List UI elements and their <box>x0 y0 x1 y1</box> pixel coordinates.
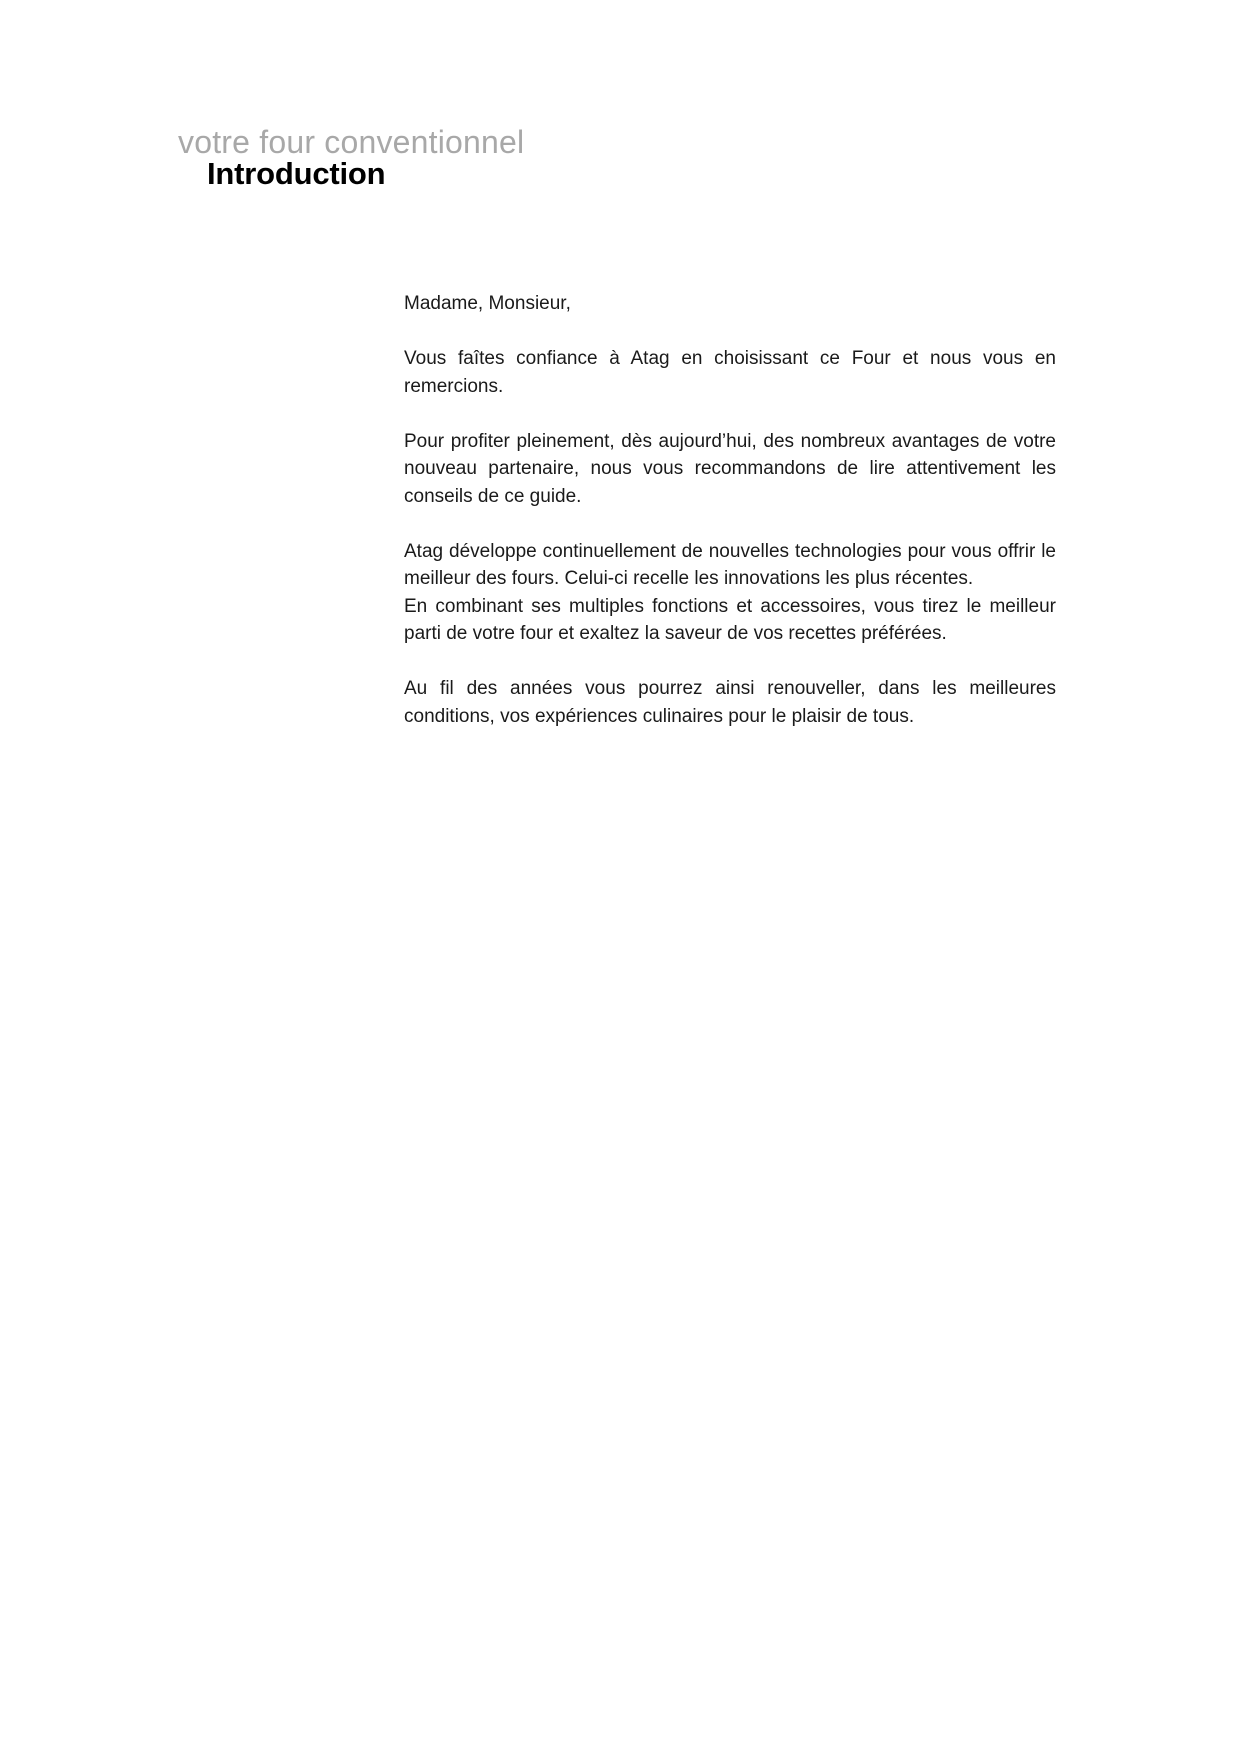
page-title: Introduction <box>207 156 386 191</box>
paragraph-advice: Pour profiter pleinement, dès aujourd’hui, des nombreux avantages de votre nouveau partenaire, nous vous recommandons de lire attentivement les conseils de ce guide. <box>404 430 1056 507</box>
greeting: Madame, Monsieur, <box>404 293 571 314</box>
paragraph-technology-line1: Atag développe continuellement de nouvelles technologies pour vous offrir le meilleur des fours. Celui-ci recelle les innovations les plus récentes. <box>404 540 1056 589</box>
paragraph-thanks: Vous faîtes confiance à Atag en choisissant ce Four et nous vous en remercions. <box>404 348 1056 397</box>
letter-body <box>404 290 1056 758</box>
paragraph-closing: Au fil des années vous pourrez ainsi renouveller, dans les meilleures conditions, vos expériences culinaires pour le plaisir de tous. <box>404 678 1056 727</box>
section-title: votre four conventionnel <box>178 124 525 160</box>
page-header <box>178 126 524 190</box>
paragraph-technology <box>404 538 1056 648</box>
paragraph-technology-line2: En combinant ses multiples fonctions et accessoires, vous tirez le meilleur parti de votre four et exaltez la saveur de vos recettes préférées. <box>404 595 1056 644</box>
